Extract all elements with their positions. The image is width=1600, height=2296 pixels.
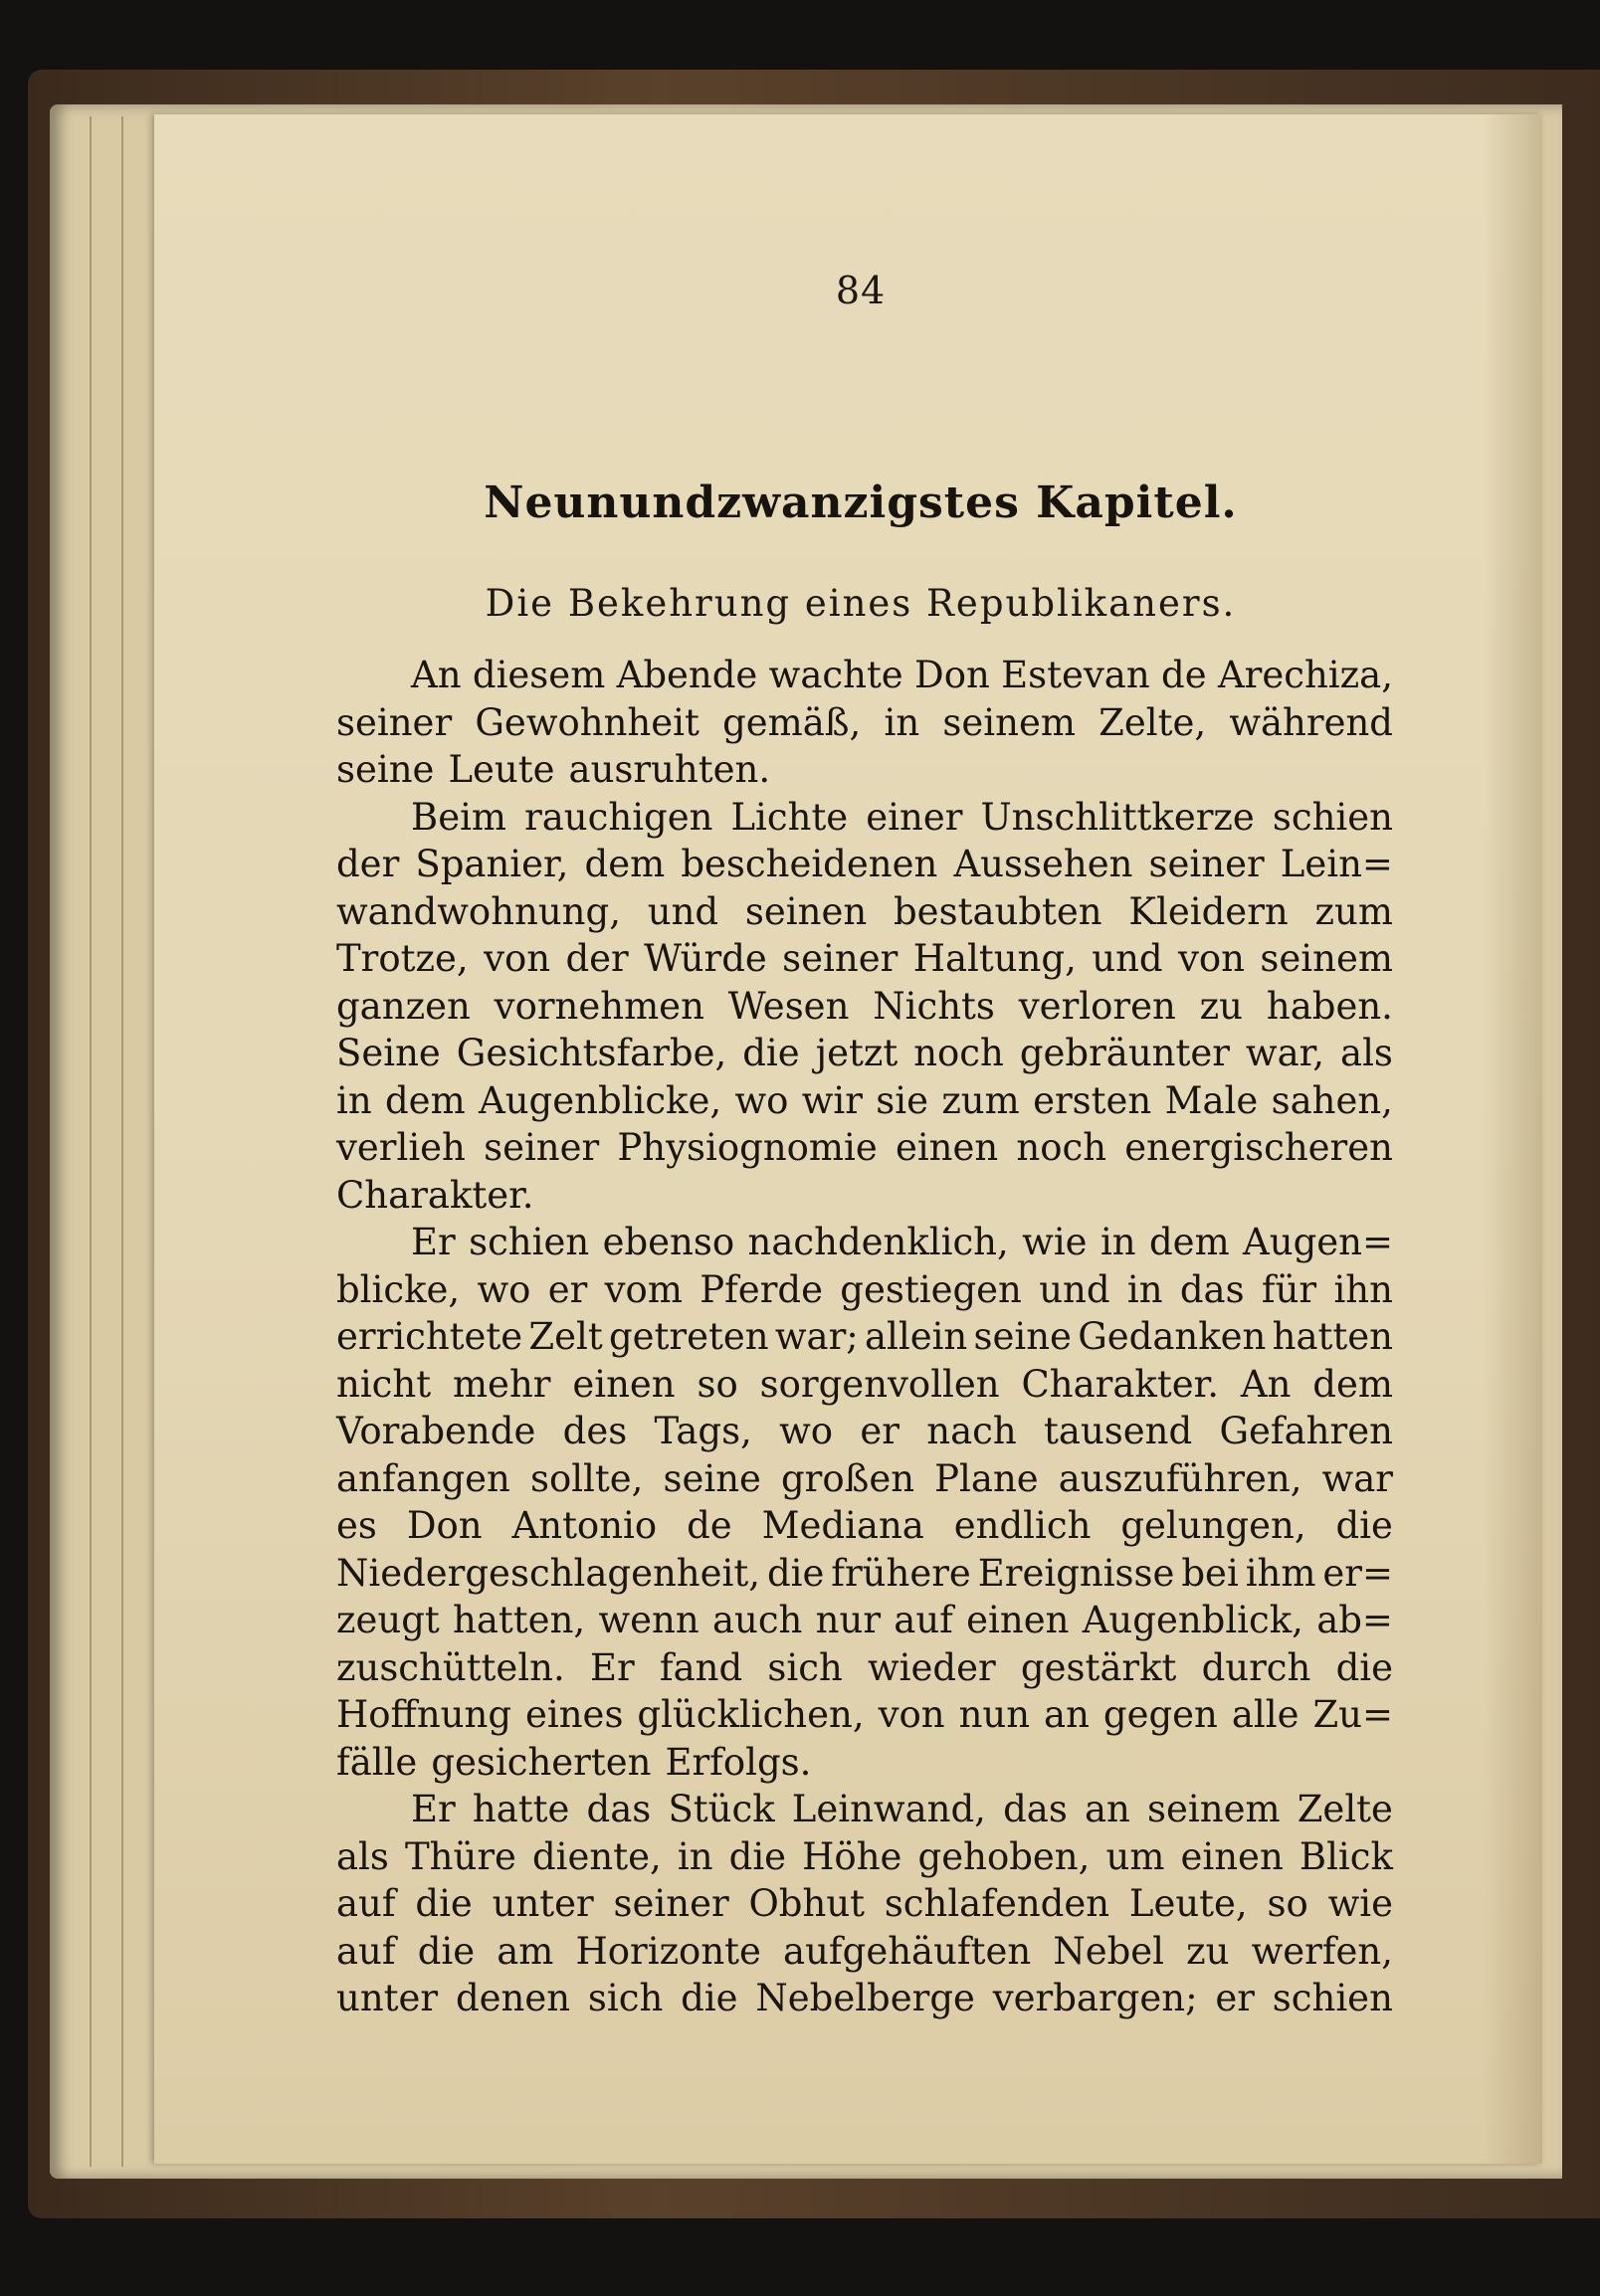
text-line: anfangen sollte, seine großen Plane auszuführen, war <box>336 1456 1393 1500</box>
text-line: errichtete Zelt getreten war; allein seine Gedanken hatten <box>336 1315 1393 1358</box>
text-line: ganzen vornehmen Wesen Nichts verloren zu haben. <box>336 984 1393 1028</box>
text-line: wandwohnung, und seinen bestaubten Kleidern zum <box>336 889 1393 933</box>
text-line: unter denen sich die Nebelberge verbargen; er schien <box>336 1977 1393 2019</box>
text-line: Beim rauchigen Lichte einer Unschlittkerze schien <box>411 795 1393 839</box>
text-line: als Thüre diente, in die Höhe gehoben, um einen Blick <box>336 1834 1393 1878</box>
text-line: Hoffnung eines glücklichen, von nun an gegen alle Zu= <box>336 1693 1393 1736</box>
text-line: Seine Gesichtsfarbe, die jetzt noch gebräunter war, als <box>336 1032 1393 1074</box>
text-line: der Spanier, dem bescheidenen Aussehen seiner Lein= <box>336 843 1393 885</box>
chapter-title: Neunundzwanzigstes Kapitel. <box>484 478 1238 528</box>
text-line: auf die unter seiner Obhut schlafenden Leute, so wie <box>336 1882 1393 1925</box>
text-line: zeugt hatten, wenn auch nur auf einen Augenblick, ab= <box>336 1599 1393 1641</box>
chapter-subtitle: Die Bekehrung eines Republikaners. <box>485 582 1237 625</box>
text-line: Trotze, von der Würde seiner Haltung, und von seinem <box>336 937 1393 980</box>
text-line: in dem Augenblicke, wo wir sie zum ersten Male sahen, <box>336 1078 1393 1122</box>
text-line: Er schien ebenso nachdenklich, wie in dem Augen= <box>411 1221 1393 1263</box>
text-line: An diesem Abende wachte Don Estevan de Arechiza, <box>411 654 1393 696</box>
text-line: auf die am Horizonte aufgehäuften Nebel zu werfen, <box>336 1929 1393 1973</box>
text-line: Charakter. <box>336 1173 534 1217</box>
text-line: seine Leute ausruhten. <box>336 748 771 791</box>
text-line: zuschütteln. Er fand sich wieder gestärkt durch die <box>336 1645 1393 1689</box>
page-number: 84 <box>835 269 887 312</box>
text-line: verlieh seiner Physiognomie einen noch energischeren <box>336 1126 1393 1169</box>
text-line: es Don Antonio de Mediana endlich gelungen, die <box>336 1504 1393 1547</box>
text-line: Vorabende des Tags, wo er nach tausend Gefahren <box>336 1410 1393 1452</box>
text-line: nicht mehr einen so sorgenvollen Charakter. An dem <box>336 1362 1393 1406</box>
body-text <box>336 652 1393 2022</box>
text-line: blicke, wo er vom Pferde gestiegen und in das für ihn <box>336 1267 1393 1311</box>
text-line: fälle gesicherten Erfolgs. <box>336 1740 812 1784</box>
text-line: Er hatte das Stück Leinwand, das an seinem Zelte <box>411 1788 1393 1830</box>
text-line: seiner Gewohnheit gemäß, in seinem Zelte, während <box>336 700 1393 744</box>
text-line: Niedergeschlagenheit, die frühere Ereignisse bei ihm er= <box>336 1551 1393 1595</box>
book-page <box>154 114 1542 2164</box>
